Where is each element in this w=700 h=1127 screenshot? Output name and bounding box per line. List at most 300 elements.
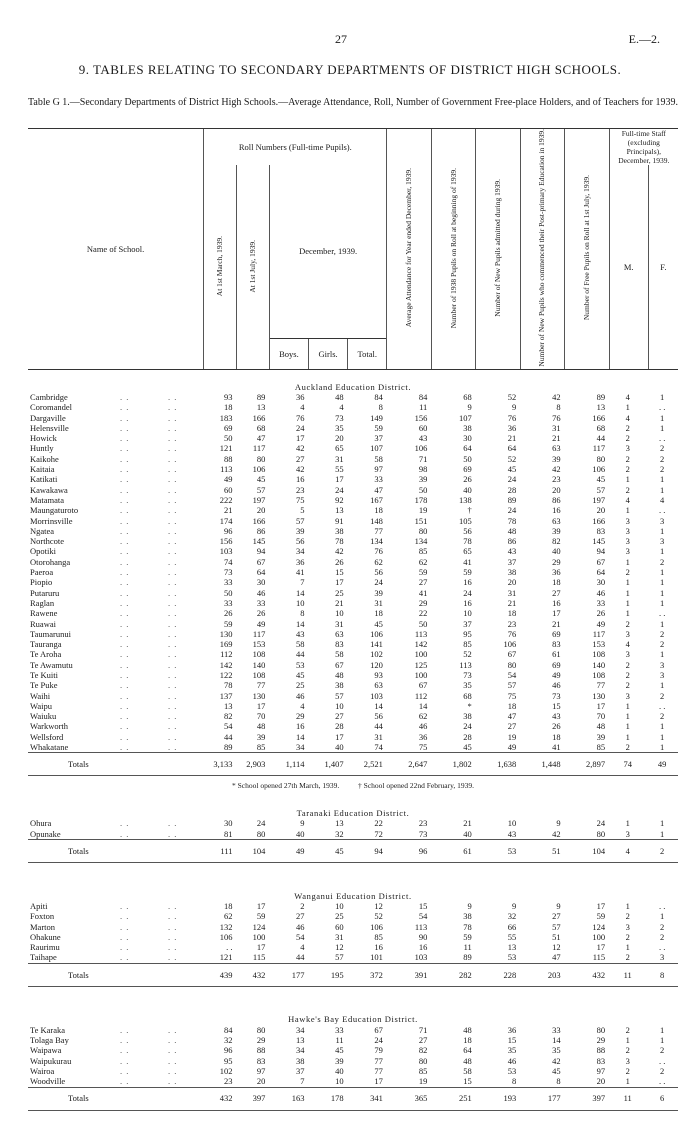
leader-dots: . . xyxy=(168,711,178,722)
leader-dots: . . xyxy=(120,659,130,670)
table-cell: 107 xyxy=(370,443,383,454)
school-name-cell xyxy=(28,742,204,753)
table-cell: 84 xyxy=(224,1024,233,1035)
table-cell: 1 xyxy=(625,1035,630,1046)
table-cell: 60 xyxy=(224,484,233,495)
totals-row xyxy=(28,839,678,862)
table-cell: 32 xyxy=(224,1035,233,1046)
leader-dots: . . xyxy=(120,597,130,608)
leader-dots: . . xyxy=(120,649,130,660)
table-cell: 17 xyxy=(596,900,606,911)
table-cell: 115 xyxy=(252,952,266,963)
table-cell: 1 xyxy=(625,597,630,608)
leader-dots: . . xyxy=(120,669,130,680)
table-cell: 2 xyxy=(660,443,665,454)
table-cell: 49 xyxy=(224,474,233,485)
secondary-departments-table xyxy=(28,128,678,1127)
table-row xyxy=(28,649,678,659)
district-heading: Wanganui Education District. xyxy=(294,890,412,901)
table-cell: 31 xyxy=(335,453,344,464)
table-row xyxy=(28,392,678,402)
table-cell: 62 xyxy=(224,911,233,922)
table-cell: 138 xyxy=(459,494,472,505)
table-cell: 10 xyxy=(335,900,344,911)
leader-dots: . . xyxy=(168,618,178,629)
table-cell: 113 xyxy=(414,628,428,639)
table-cell: 3 xyxy=(660,515,665,526)
table-cell: 86 xyxy=(507,536,517,547)
table-cell: 27 xyxy=(295,453,305,464)
leader-dots: . . xyxy=(120,921,130,932)
school-name-cell xyxy=(28,526,204,536)
leader-dots: . . xyxy=(120,690,130,701)
table-cell: 107 xyxy=(459,412,472,423)
table-cell: 3 xyxy=(625,1055,630,1066)
table-cell: 20 xyxy=(507,577,517,588)
table-cell: 1 xyxy=(660,680,665,691)
header-row-1 xyxy=(28,129,678,166)
school-name: Morrinsville xyxy=(30,515,73,526)
leader-dots: . . xyxy=(168,608,178,619)
table-cell: 94 xyxy=(256,546,266,557)
table-cell: 96 xyxy=(224,525,233,536)
table-cell: 137 xyxy=(219,690,233,701)
table-cell: 40 xyxy=(295,828,305,839)
leader-dots: . . xyxy=(120,952,130,963)
school-name: Ohakune xyxy=(30,931,61,942)
table-cell: 35 xyxy=(463,680,472,691)
table-cell: 59 xyxy=(256,911,266,922)
table-cell: 89 xyxy=(463,952,472,963)
table-cell: 64 xyxy=(596,567,606,578)
leader-dots: . . xyxy=(168,391,178,402)
table-cell: 2 xyxy=(625,1045,630,1056)
totals-cell: 391 xyxy=(387,963,431,986)
school-name-cell xyxy=(28,818,204,828)
table-caption: Table G 1.—Secondary Departments of District High Schools.—Average Attendance, Roll, Number of Government Free-place Holders, and of Teachers for 1939. xyxy=(28,97,678,108)
school-name-cell xyxy=(28,952,204,963)
table-cell: 59 xyxy=(596,911,606,922)
table-cell: 94 xyxy=(596,546,606,557)
table-cell: 46 xyxy=(295,690,305,701)
header-total: Total. xyxy=(348,338,387,369)
table-cell: 68 xyxy=(256,422,266,433)
table-cell: 40 xyxy=(335,742,344,753)
table-cell: 11 xyxy=(463,942,472,953)
table-cell: 106 xyxy=(370,921,383,932)
table-cell: 83 xyxy=(596,1055,606,1066)
table-cell: 1 xyxy=(625,942,630,953)
school-name-cell xyxy=(28,392,204,402)
table-cell: 58 xyxy=(335,649,344,660)
table-cell: 115 xyxy=(592,952,606,963)
table-cell: 57 xyxy=(335,690,344,701)
table-cell: 40 xyxy=(335,1065,344,1076)
table-cell: 78 xyxy=(463,921,472,932)
table-row xyxy=(28,413,678,423)
school-name: Paeroa xyxy=(30,567,54,578)
totals-cell: 94 xyxy=(348,839,387,862)
school-name: Matamata xyxy=(30,494,64,505)
table-cell: 49 xyxy=(507,742,517,753)
totals-cell: 178 xyxy=(308,1087,347,1110)
table-cell: 88 xyxy=(224,453,233,464)
table-cell: 43 xyxy=(418,433,428,444)
table-row xyxy=(28,1066,678,1076)
table-row xyxy=(28,932,678,942)
school-name: Foxton xyxy=(30,911,55,922)
table-cell: 90 xyxy=(418,931,428,942)
table-cell: 2 xyxy=(660,453,665,464)
header-name: Name of School. xyxy=(28,129,204,370)
school-name: Kawakawa xyxy=(30,484,68,495)
table-cell: 48 xyxy=(335,391,344,402)
leader-dots: . . xyxy=(120,412,130,423)
table-cell: 106 xyxy=(414,443,428,454)
table-cell: 1 xyxy=(660,911,665,922)
school-name-cell xyxy=(28,588,204,598)
school-name-cell xyxy=(28,464,204,474)
table-cell: 49 xyxy=(552,669,561,680)
table-cell: 44 xyxy=(224,731,233,742)
table-cell: 33 xyxy=(374,474,383,485)
table-cell: 2 xyxy=(625,464,630,475)
table-cell: 88 xyxy=(256,1045,266,1056)
table-cell: 103 xyxy=(370,690,383,701)
table-cell: 26 xyxy=(552,721,561,732)
totals-cell: 11 xyxy=(609,963,648,986)
leader-dots: . . xyxy=(120,818,130,829)
table-cell: 72 xyxy=(374,828,383,839)
table-cell: 1 xyxy=(625,700,630,711)
table-cell: 41 xyxy=(463,556,472,567)
table-cell: 1 xyxy=(625,556,630,567)
table-row xyxy=(28,485,678,495)
totals-cell: 439 xyxy=(204,963,237,986)
table-cell: 15 xyxy=(335,567,344,578)
table-cell: 20 xyxy=(596,1076,606,1087)
school-name: Wairoa xyxy=(30,1065,55,1076)
table-cell: 52 xyxy=(507,391,517,402)
leader-dots: . . xyxy=(120,433,130,444)
table-cell: 1 xyxy=(625,474,630,485)
table-cell: 124 xyxy=(592,921,606,932)
table-cell: 26 xyxy=(256,608,266,619)
table-cell: 19 xyxy=(507,731,517,742)
table-cell: 2 xyxy=(300,900,305,911)
table-cell: 15 xyxy=(463,1076,472,1087)
school-name-cell xyxy=(28,423,204,433)
leader-dots: . . xyxy=(120,618,130,629)
table-cell: 108 xyxy=(592,669,606,680)
table-cell: 2 xyxy=(660,628,665,639)
leader-dots: . . xyxy=(168,952,178,963)
table-cell: 113 xyxy=(459,659,472,670)
leader-dots: . . xyxy=(120,443,130,454)
school-name-cell xyxy=(28,402,204,412)
table-cell: 17 xyxy=(335,731,344,742)
table-cell: 130 xyxy=(219,628,233,639)
table-cell: 52 xyxy=(374,911,383,922)
leader-dots: . . xyxy=(168,911,178,922)
table-cell: 105 xyxy=(459,515,472,526)
table-cell: 1 xyxy=(660,1024,665,1035)
table-cell: 75 xyxy=(418,742,428,753)
table-cell: 75 xyxy=(295,494,305,505)
totals-cell: 397 xyxy=(565,1087,609,1110)
table-cell: 75 xyxy=(507,690,517,701)
table-cell: 65 xyxy=(335,443,344,454)
table-cell: 130 xyxy=(592,690,606,701)
school-name-cell xyxy=(28,454,204,464)
table-cell: 1 xyxy=(660,618,665,629)
table-row xyxy=(28,619,678,629)
school-name-cell xyxy=(28,901,204,911)
table-cell: 53 xyxy=(507,952,517,963)
table-row xyxy=(28,567,678,577)
table-cell: 21 xyxy=(335,597,344,608)
table-cell: 45 xyxy=(295,669,305,680)
table-cell: 4 xyxy=(625,494,630,505)
header-girls: Girls. xyxy=(308,338,347,369)
table-cell: 63 xyxy=(552,515,561,526)
school-name: Marton xyxy=(30,921,56,932)
table-cell: 22 xyxy=(418,608,428,619)
leader-dots: . . xyxy=(168,1055,178,1066)
school-name: Kaikohe xyxy=(30,453,59,464)
table-cell: 3 xyxy=(625,628,630,639)
table-row xyxy=(28,433,678,443)
leader-dots: . . xyxy=(168,567,178,578)
leader-dots: . . xyxy=(120,731,130,742)
leader-dots: . . xyxy=(120,402,130,413)
table-cell: 30 xyxy=(224,818,233,829)
school-name: Waiuku xyxy=(30,711,57,722)
table-cell: 42 xyxy=(552,1055,561,1066)
table-cell: 1 xyxy=(625,721,630,732)
table-cell: 47 xyxy=(552,952,561,963)
table-cell: . . xyxy=(658,700,666,711)
table-cell: 2 xyxy=(625,567,630,578)
table-cell: 28 xyxy=(463,731,472,742)
table-cell: 2 xyxy=(625,680,630,691)
totals-cell: 228 xyxy=(476,963,520,986)
table-cell: 100 xyxy=(414,649,428,660)
table-cell: 1 xyxy=(660,391,665,402)
totals-cell: 432 xyxy=(204,1087,237,1110)
table-cell: 15 xyxy=(507,1035,517,1046)
table-cell: 31 xyxy=(374,597,383,608)
school-name-cell xyxy=(28,608,204,618)
table-cell: 80 xyxy=(507,659,517,670)
table-cell: 86 xyxy=(552,494,561,505)
table-row xyxy=(28,711,678,721)
school-name: Te Awamutu xyxy=(30,659,73,670)
table-cell: 56 xyxy=(463,525,472,536)
table-cell: 89 xyxy=(596,391,606,402)
header-1938-pupils: Number of 1938 Pupils on Roll at beginning of 1939. xyxy=(448,167,458,329)
school-name-cell xyxy=(28,433,204,443)
table-cell: 4 xyxy=(625,391,630,402)
table-cell: 36 xyxy=(507,422,517,433)
table-row xyxy=(28,691,678,701)
table-cell: 36 xyxy=(552,567,561,578)
table-cell: 1 xyxy=(660,587,665,598)
table-cell: 153 xyxy=(252,639,266,650)
header-new-pupils: Number of New Pupils admitted during 1939. xyxy=(492,178,502,317)
table-cell: 2 xyxy=(625,1024,630,1035)
totals-label: Totals xyxy=(28,963,204,986)
table-cell: 106 xyxy=(370,628,383,639)
table-row xyxy=(28,557,678,567)
header-post-primary: Number of New Pupils who commenced their Post-primary Education in 1939. xyxy=(537,129,547,367)
totals-cell: 8 xyxy=(648,963,678,986)
table-cell: 60 xyxy=(418,422,428,433)
table-cell: 27 xyxy=(507,721,517,732)
table-cell: 1 xyxy=(660,597,665,608)
table-cell: 23 xyxy=(295,484,305,495)
leader-dots: . . xyxy=(120,536,130,547)
leader-dots: . . xyxy=(120,494,130,505)
table-cell: 21 xyxy=(463,818,472,829)
leader-dots: . . xyxy=(120,931,130,942)
totals-cell: 74 xyxy=(609,753,648,776)
table-cell: 16 xyxy=(552,505,561,516)
table-cell: 21 xyxy=(507,433,517,444)
table-cell: 60 xyxy=(335,921,344,932)
table-cell: 44 xyxy=(295,649,305,660)
table-cell: 69 xyxy=(224,422,233,433)
table-cell: 24 xyxy=(374,1035,383,1046)
leader-dots: . . xyxy=(168,669,178,680)
table-cell: 59 xyxy=(374,422,383,433)
table-row xyxy=(28,598,678,608)
header-staff: Full-time Staff (excluding Principals), December, 1939. xyxy=(609,129,678,166)
spacer-cell xyxy=(28,1110,678,1127)
totals-label: Totals xyxy=(28,839,204,862)
leader-dots: . . xyxy=(168,515,178,526)
table-row xyxy=(28,464,678,474)
table-cell: 1 xyxy=(625,577,630,588)
totals-cell: 51 xyxy=(520,839,564,862)
school-name-cell xyxy=(28,639,204,649)
table-cell: 117 xyxy=(252,443,266,454)
header-free-pupils: Number of Free Pupils on Roll at 1st July, 1939. xyxy=(581,175,591,321)
leader-dots: . . xyxy=(168,453,178,464)
totals-cell: 341 xyxy=(348,1087,387,1110)
table-cell: 102 xyxy=(219,1065,233,1076)
table-cell: 4 xyxy=(300,700,305,711)
table-cell: 166 xyxy=(592,412,606,423)
table-cell: 17 xyxy=(596,700,606,711)
table-cell: 178 xyxy=(414,494,428,505)
table-cell: 106 xyxy=(592,464,606,475)
table-cell: 23 xyxy=(224,1076,233,1087)
school-name: Raglan xyxy=(30,597,55,608)
totals-cell: 1,802 xyxy=(431,753,475,776)
table-cell: 101 xyxy=(370,952,383,963)
table-cell: 197 xyxy=(592,494,606,505)
table-cell: 140 xyxy=(252,659,266,670)
totals-cell: 1,638 xyxy=(476,753,520,776)
table-cell: 85 xyxy=(256,742,266,753)
table-cell: 2 xyxy=(660,690,665,701)
table-cell: 78 xyxy=(335,536,344,547)
table-cell: 83 xyxy=(256,1055,266,1066)
table-cell: 24 xyxy=(335,484,344,495)
table-cell: 1 xyxy=(660,422,665,433)
table-cell: 74 xyxy=(224,556,233,567)
table-cell: 78 xyxy=(224,680,233,691)
table-cell: 48 xyxy=(507,525,517,536)
school-name-cell xyxy=(28,670,204,680)
table-cell: 57 xyxy=(552,921,561,932)
table-cell: 34 xyxy=(295,1024,305,1035)
table-row xyxy=(28,577,678,587)
table-cell: . . xyxy=(658,942,666,953)
table-cell: 50 xyxy=(224,433,233,444)
leader-dots: . . xyxy=(120,505,130,516)
table-cell: 77 xyxy=(374,1055,383,1066)
table-cell: 26 xyxy=(596,608,606,619)
table-cell: 47 xyxy=(374,484,383,495)
table-cell: 58 xyxy=(374,453,383,464)
table-cell: 20 xyxy=(256,1076,266,1087)
table-cell: 55 xyxy=(507,931,517,942)
table-cell: 16 xyxy=(374,942,383,953)
leader-dots: . . xyxy=(168,587,178,598)
table-cell: 68 xyxy=(596,422,606,433)
table-row xyxy=(28,742,678,753)
table-cell: 31 xyxy=(552,422,561,433)
table-cell: 130 xyxy=(252,690,266,701)
table-cell: 8 xyxy=(556,402,561,413)
table-cell: 1 xyxy=(625,608,630,619)
table-row xyxy=(28,495,678,505)
table-cell: 34 xyxy=(295,1045,305,1056)
table-cell: 80 xyxy=(596,453,606,464)
table-cell: 3 xyxy=(625,828,630,839)
school-name-cell xyxy=(28,680,204,690)
school-name: Tolaga Bay xyxy=(30,1035,69,1046)
table-cell: 76 xyxy=(507,628,517,639)
table-cell: 142 xyxy=(414,639,428,650)
table-cell: 17 xyxy=(295,433,305,444)
table-cell: 41 xyxy=(552,742,561,753)
table-cell: 62 xyxy=(374,556,383,567)
school-name: Katikati xyxy=(30,474,58,485)
table-cell: 1 xyxy=(625,505,630,516)
table-row xyxy=(28,1076,678,1087)
table-cell: 69 xyxy=(463,464,472,475)
school-name: Helensville xyxy=(30,422,69,433)
table-cell: 96 xyxy=(224,1045,233,1056)
table-cell: 77 xyxy=(596,680,606,691)
table-cell: 13 xyxy=(596,402,606,413)
table-cell: 30 xyxy=(463,433,472,444)
table-cell: 24 xyxy=(256,818,266,829)
table-cell: 28 xyxy=(335,721,344,732)
leader-dots: . . xyxy=(168,659,178,670)
table-cell: 145 xyxy=(252,536,266,547)
table-cell: 124 xyxy=(252,921,266,932)
header-male: M. xyxy=(609,165,648,369)
school-name: Wellsford xyxy=(30,731,64,742)
leader-dots: . . xyxy=(168,628,178,639)
table-cell: 11 xyxy=(419,402,428,413)
leader-dots: . . xyxy=(120,628,130,639)
table-row xyxy=(28,670,678,680)
